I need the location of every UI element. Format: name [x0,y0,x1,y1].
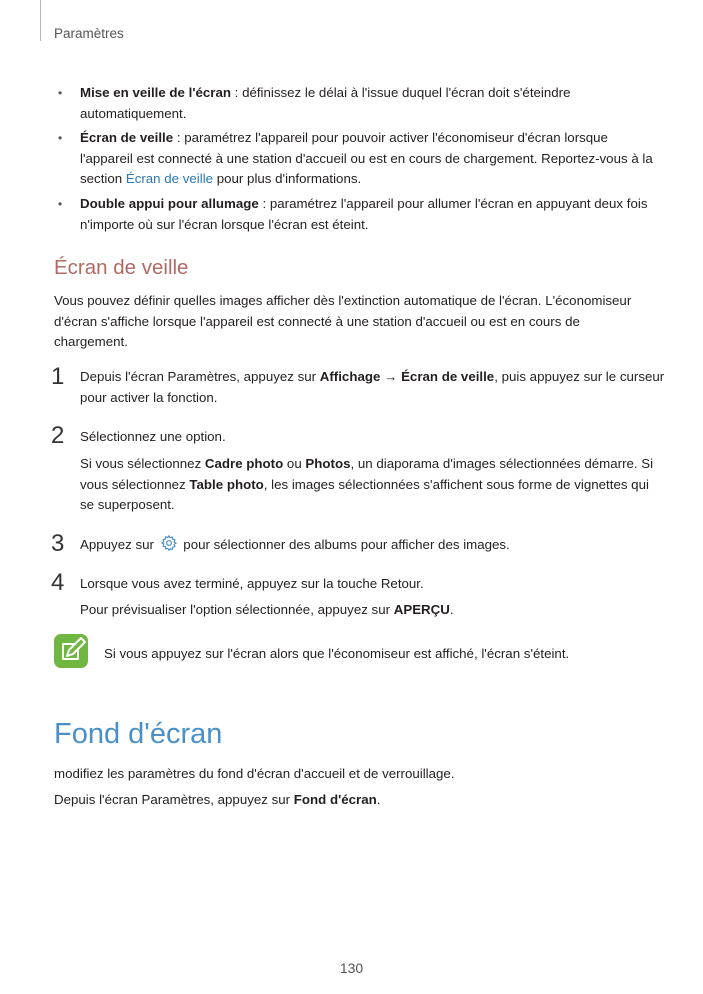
settings-gear-icon [160,534,178,552]
step-4-detail: Pour prévisualiser l'option sélectionnée, appuyez sur APERÇU. [80,602,454,617]
wallpaper-instruction: Depuis l'écran Paramètres, appuyez sur Fond d'écran. [54,792,381,807]
bullet-dot-icon: • [58,197,63,211]
bullet-item-double-tap: Double appui pour allumage : paramétrez l'appareil pour allumer l'écran en appuyant deux fois n'importe où sur l'écran lorsque l'écran est éteint. [80,196,648,232]
step-2-detail: Si vous sélectionnez Cadre photo ou Photos, un diaporama d'images sélectionnées démarre. Si vous sélectionnez Table photo, les images sélectionnées s'affichent sous forme de vignettes qui se superposent. [80,456,654,512]
bullet-item-sleep: Mise en veille de l'écran : définissez le délai à l'issue duquel l'écran doit s'éteindre automatiquement. [80,85,571,121]
step-3-text: Appuyez sur pour sélectionner des albums pour afficher des images. [80,534,510,556]
header-divider [40,0,41,41]
step-number: 2 [51,422,65,449]
step-2-text: Sélectionnez une option. [80,429,226,444]
step-number: 3 [51,530,65,557]
step-4-text: Lorsque vous avez terminé, appuyez sur la touche Retour. [80,576,424,591]
step-number: 1 [51,363,65,390]
note-text: Si vous appuyez sur l'écran alors que l'économiseur est affiché, l'écran s'éteint. [104,646,570,661]
wallpaper-description: modifiez les paramètres du fond d'écran d'accueil et de verrouillage. [54,766,455,781]
note-pencil-icon [54,634,88,668]
screensaver-link[interactable]: Écran de veille [125,171,214,186]
section-intro: Vous pouvez définir quelles images afficher dès l'extinction automatique de l'écran. L'économiseur d'écran s'affiche lorsque l'appareil est connecté à une station d'accueil ou est en cours de chargement. [54,293,632,349]
bullet-dot-icon: • [58,86,63,100]
page-header-title: Paramètres [54,26,124,41]
bullet-dot-icon: • [58,131,63,145]
bullet-item-screensaver: Écran de veille : paramétrez l'appareil pour pouvoir activer l'économiseur d'écran lorsque l'appareil est connecté à une station d'accueil ou est en cours de chargement. Reportez-vous à la section Écran de veille pour plus d'informations. [80,130,653,186]
section-title: Écran de veille [54,256,189,279]
step-1-text: Depuis l'écran Paramètres, appuyez sur Affichage → Écran de veille, puis appuyez sur le curseur pour activer la fonction. [80,369,665,405]
page-number: 130 [339,960,364,976]
step-number: 4 [51,569,65,596]
wallpaper-title: Fond d'écran [54,718,223,750]
